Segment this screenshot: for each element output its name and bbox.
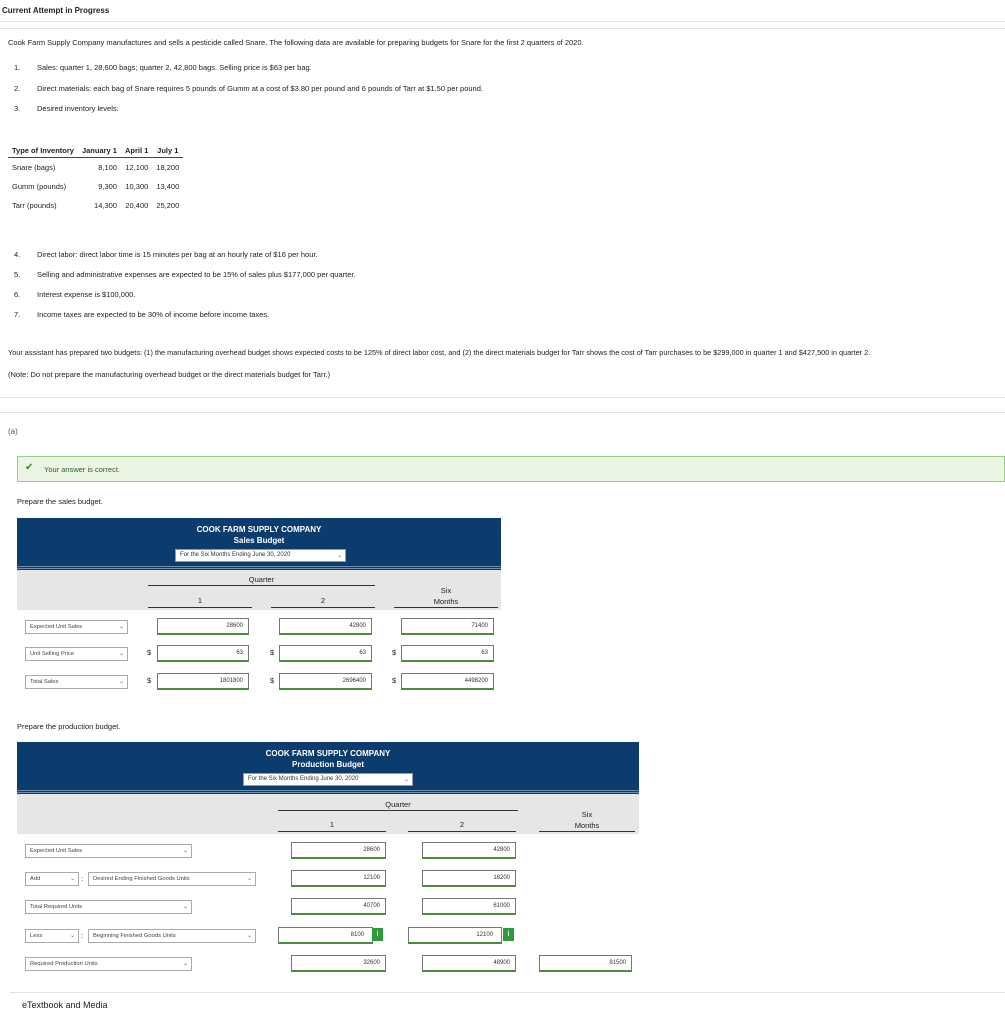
divider xyxy=(278,810,518,811)
chevron-down-icon: ⌄ xyxy=(246,933,252,939)
divider xyxy=(0,21,1005,22)
production-prompt: Prepare the production budget. xyxy=(17,722,121,731)
chevron-down-icon: ⌄ xyxy=(182,904,188,910)
sales-prompt: Prepare the sales budget. xyxy=(17,497,103,506)
q2-input[interactable]: 48900 xyxy=(422,955,516,972)
problem-intro: Cook Farm Supply Company manufactures and sells a pesticide called Snare. The following data are available for preparing budgets for Snare for the first 2 quarters of 2020. xyxy=(8,38,584,47)
divider xyxy=(408,831,516,832)
etextbook-link[interactable]: eTextbook and Media xyxy=(22,1000,108,1010)
months-label: Months xyxy=(433,597,459,606)
six-label: Six xyxy=(440,586,452,595)
divider xyxy=(148,607,252,608)
item-text: Selling and administrative expenses are expected to be 15% of sales plus $177,000 per quarter. xyxy=(37,270,356,279)
q1-input[interactable]: 63 xyxy=(157,645,249,662)
header-rule xyxy=(17,566,501,569)
select-value: Total Sales xyxy=(30,679,59,685)
period-select[interactable] xyxy=(243,773,413,786)
q2-input[interactable]: 61000 xyxy=(422,898,516,915)
row-label-select[interactable] xyxy=(25,844,192,858)
item-number: 6. xyxy=(14,290,21,299)
assistant-note: Your assistant has prepared two budgets: (1) the manufacturing overhead budget shows expected costs to be 125% of direct labor cost, and (2) the direct materials budget for Tarr shows the cost of Tarr purchases to be $299,000 in quarter 1 and $427,500 in quarter 2. xyxy=(8,348,871,357)
column-header: January 1 xyxy=(78,144,121,158)
attempt-title: Current Attempt in Progress xyxy=(2,6,110,15)
item-number: 7. xyxy=(14,310,21,319)
quarter-label: Quarter xyxy=(385,800,411,809)
table-row xyxy=(8,177,183,196)
info-icon[interactable]: i xyxy=(372,928,383,941)
etextbook-panel xyxy=(10,992,1005,1024)
divider xyxy=(148,585,375,586)
chevron-down-icon: ⌄ xyxy=(118,679,124,685)
select-value: Total Required Units xyxy=(30,904,83,910)
item-number: 5. xyxy=(14,270,21,279)
row-label-select[interactable] xyxy=(25,620,128,634)
table-cell: Snare (bags) xyxy=(12,162,56,172)
item-text: Sales: quarter 1, 28,600 bags; quarter 2, 42,800 bags. Selling price is $63 per bag. xyxy=(37,63,312,72)
table-cell: 13,400 xyxy=(156,181,180,191)
six-label: Six xyxy=(581,810,593,819)
item-text: Direct labor: direct labor time is 15 minutes per bag at an hourly rate of $16 per hour. xyxy=(37,250,318,259)
chevron-down-icon: ⌄ xyxy=(118,651,124,657)
sales-budget-header xyxy=(17,518,501,570)
select-value: Expected Unit Sales xyxy=(30,848,83,854)
chevron-down-icon: ⌄ xyxy=(403,777,409,783)
q2-input[interactable]: 18200 xyxy=(422,870,516,887)
select-value: Less xyxy=(30,933,43,939)
select-value: Expected Unit Sales xyxy=(30,624,83,630)
select-value: Desired Ending Finished Goods Units xyxy=(93,876,190,882)
column-header: Type of Inventory xyxy=(8,144,78,158)
period-select[interactable] xyxy=(175,549,346,562)
correct-message: Your answer is correct. xyxy=(44,465,121,474)
table-cell: 9,300 xyxy=(98,181,117,191)
item-number: 3. xyxy=(14,104,21,113)
item-number: 4. xyxy=(14,250,21,259)
divider xyxy=(394,607,498,608)
row-label-select[interactable] xyxy=(88,872,256,886)
divider xyxy=(271,607,375,608)
table-cell: Gumm (pounds) xyxy=(12,181,67,191)
quarter-label: Quarter xyxy=(248,575,275,584)
table-cell: 25,200 xyxy=(156,200,180,210)
item-text: Income taxes are expected to be 30% of income before income taxes. xyxy=(37,310,270,319)
q1-input[interactable]: 1801800 xyxy=(157,673,249,690)
q2-input[interactable]: 2696400 xyxy=(279,673,372,690)
six-months-input[interactable]: 71400 xyxy=(401,618,494,635)
dollar-sign: $ xyxy=(392,676,397,685)
quarter-1-label: 1 xyxy=(329,820,335,829)
table-cell: Tarr (pounds) xyxy=(12,200,57,210)
q1-input[interactable]: 40700 xyxy=(291,898,386,915)
header-rule xyxy=(17,790,639,793)
add-less-select[interactable] xyxy=(25,872,79,886)
period-select-value: For the Six Months Ending June 30, 2020 xyxy=(180,552,291,558)
row-label-select[interactable] xyxy=(25,675,128,689)
q2-input[interactable]: 12100 xyxy=(408,927,502,944)
production-budget-header xyxy=(17,742,639,794)
correct-banner xyxy=(17,456,1005,482)
table-cell: 20,400 xyxy=(125,200,149,210)
row-label-select[interactable] xyxy=(25,647,128,661)
chevron-down-icon: ⌄ xyxy=(69,876,75,882)
table-cell: 10,300 xyxy=(125,181,149,191)
quarter-2-label: 2 xyxy=(459,820,465,829)
item-number: 2. xyxy=(14,84,21,93)
company-name: COOK FARM SUPPLY COMPANY xyxy=(265,749,391,758)
part-label: (a) xyxy=(8,427,18,436)
table-cell: 8,100 xyxy=(98,162,117,172)
table-row xyxy=(8,158,183,177)
q2-input[interactable]: 42800 xyxy=(422,842,516,859)
months-label: Months xyxy=(574,821,600,830)
inventory-table xyxy=(8,144,183,215)
chevron-down-icon: ⌄ xyxy=(69,933,75,939)
item-text: Interest expense is $100,000. xyxy=(37,290,136,299)
column-header: April 1 xyxy=(121,144,152,158)
colon: : xyxy=(81,874,84,883)
q2-input[interactable]: 63 xyxy=(279,645,372,662)
dollar-sign: $ xyxy=(147,676,152,685)
column-header: July 1 xyxy=(152,144,183,158)
item-text: Desired inventory levels: xyxy=(37,104,119,113)
row-label-select[interactable] xyxy=(25,900,192,914)
q1-input[interactable]: 32600 xyxy=(291,955,386,972)
colon: : xyxy=(81,931,84,940)
q1-input[interactable]: 28600 xyxy=(291,842,386,859)
company-name: COOK FARM SUPPLY COMPANY xyxy=(196,525,322,534)
chevron-down-icon: ⌄ xyxy=(118,624,124,630)
chevron-down-icon: ⌄ xyxy=(182,848,188,854)
dollar-sign: $ xyxy=(147,648,152,657)
table-row xyxy=(8,196,183,215)
q1-input[interactable]: 28600 xyxy=(157,618,249,635)
table-cell: 18,200 xyxy=(156,162,180,172)
select-value: Required Production Units xyxy=(30,961,98,967)
select-value: Unit Selling Price xyxy=(30,651,75,657)
instruction-note: (Note: Do not prepare the manufacturing overhead budget or the direct materials budget for Tarr.) xyxy=(8,370,331,379)
dollar-sign: $ xyxy=(270,676,275,685)
dollar-sign: $ xyxy=(392,648,397,657)
q1-input[interactable]: 12100 xyxy=(291,870,386,887)
quarter-1-label: 1 xyxy=(197,596,203,605)
six-months-input[interactable]: 63 xyxy=(401,645,494,662)
budget-title: Sales Budget xyxy=(233,536,285,545)
select-value: Beginning Finished Goods Units xyxy=(93,933,176,939)
period-select-value: For the Six Months Ending June 30, 2020 xyxy=(248,776,359,782)
add-less-select[interactable] xyxy=(25,929,79,943)
select-value: Add xyxy=(30,876,41,882)
six-months-input[interactable]: 4498200 xyxy=(401,673,494,690)
q2-input[interactable]: 42800 xyxy=(279,618,372,635)
budget-title: Production Budget xyxy=(292,760,364,769)
row-label-select[interactable] xyxy=(88,929,256,943)
dollar-sign: $ xyxy=(270,648,275,657)
q1-input[interactable]: 8100 xyxy=(278,927,373,944)
row-label-select[interactable] xyxy=(25,957,192,971)
table-cell: 12,100 xyxy=(125,162,149,172)
info-icon[interactable]: i xyxy=(503,928,514,941)
quarter-2-label: 2 xyxy=(320,596,326,605)
checkmark-icon: ✔ xyxy=(25,462,34,473)
divider xyxy=(278,831,386,832)
chevron-down-icon: ⌄ xyxy=(336,553,342,559)
item-text: Direct materials: each bag of Snare requires 5 pounds of Gumm at a cost of $3.80 per pound and 6 pounds of Tarr at $1.50 per pound. xyxy=(37,84,483,93)
six-months-input[interactable]: 81500 xyxy=(539,955,632,972)
item-number: 1. xyxy=(14,63,21,72)
table-cell: 14,300 xyxy=(94,200,117,210)
divider xyxy=(539,831,635,832)
chevron-down-icon: ⌄ xyxy=(182,961,188,967)
chevron-down-icon: ⌄ xyxy=(246,876,252,882)
